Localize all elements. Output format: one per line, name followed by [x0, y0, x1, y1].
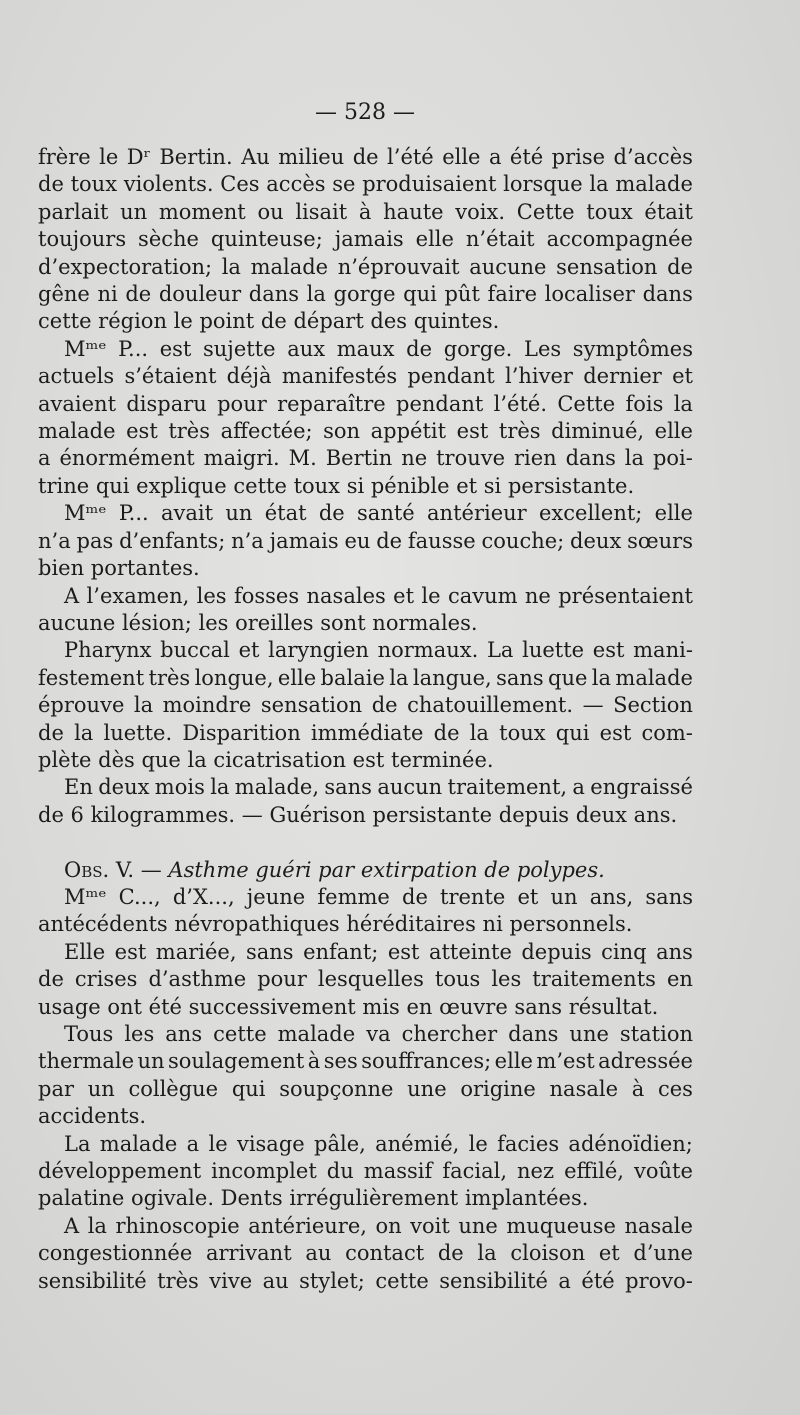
text-line: trine qui explique cette toux si pénible et si persistante.	[38, 473, 635, 498]
text-line: palatine ogivale. Dents irrégulièrement implantées.	[38, 1186, 589, 1211]
text-line: aucune lésion; les oreilles sont normales.	[38, 610, 478, 635]
body-text	[38, 144, 693, 1295]
text-line: d’expectoration; la malade n’éprouvait aucune sensation de	[38, 254, 693, 279]
case-text-section	[38, 144, 693, 829]
text-line: de la luette. Disparition immédiate de la toux qui est com-	[38, 720, 693, 745]
section-gap	[38, 829, 693, 856]
text-line: a énormément maigri. M. Bertin ne trouve rien dans la poi-	[38, 446, 693, 471]
paragraph	[38, 1021, 693, 1131]
text-line: n’a pas d’enfants; n’a jamais eu de fausse couche; deux sœurs	[38, 528, 693, 553]
paragraph	[38, 774, 693, 829]
paragraph	[38, 336, 693, 500]
text-line: de toux violents. Ces accès se produisaient lorsque la malade	[38, 172, 693, 197]
text-line: usage ont été successivement mis en œuvre sans résultat.	[38, 994, 659, 1019]
text-line: frère le Dʳ Bertin. Au milieu de l’été elle a été prise d’accès	[38, 145, 693, 169]
text-line: Mᵐᵉ P... avait un état de santé antérieur excellent; elle	[64, 501, 693, 526]
text-line: malade est très affectée; son appétit est très diminué, elle	[38, 419, 693, 444]
observation-label: Obs. V.	[64, 857, 135, 882]
paragraph	[38, 1213, 693, 1295]
text-line: Pharynx buccal et laryngien normaux. La luette est mani-	[64, 638, 693, 663]
text-line: La malade a le visage pâle, anémié, le facies adénoïdien;	[64, 1131, 693, 1156]
text-line: antécédents névropathiques héréditaires ni personnels.	[38, 912, 633, 937]
text-line: éprouve la moindre sensation de chatouillement. — Section	[38, 693, 693, 718]
paragraph	[38, 583, 693, 638]
text-line: cette région le point de départ des quintes.	[38, 309, 500, 334]
observation-text-section	[38, 884, 693, 1295]
text-line: de crises d’asthme pour lesquelles tous les traitements en	[38, 967, 693, 992]
text-line: gêne ni de douleur dans la gorge qui pût faire localiser dans	[38, 282, 693, 307]
text-line: thermale un soulagement à ses souffrances; elle m’est adressée	[38, 1049, 693, 1074]
text-line: actuels s’étaient déjà manifestés pendant l’hiver dernier et	[38, 364, 693, 389]
text-line: Mᵐᵉ C..., d’X..., jeune femme de trente et un ans, sans	[64, 884, 693, 909]
text-line: congestionnée arrivant au contact de la cloison et d’une	[38, 1241, 693, 1266]
text-line: sensibilité très vive au stylet; cette sensibilité a été provo-	[38, 1268, 693, 1293]
text-line: A l’examen, les fosses nasales et le cavum ne présentaient	[64, 583, 693, 608]
paragraph	[38, 884, 693, 939]
text-line: par un collègue qui soupçonne une origine nasale à ces	[38, 1076, 693, 1101]
observation-heading	[38, 857, 693, 884]
observation-dash: —	[140, 857, 162, 882]
text-line: plète dès que la cicatrisation est terminée.	[38, 747, 494, 772]
text-line: bien portantes.	[38, 556, 200, 581]
paragraph	[38, 637, 693, 774]
text-line: Tous les ans cette malade va chercher dans une station	[64, 1021, 693, 1046]
text-line: Mᵐᵉ P... est sujette aux maux de gorge. Les symptômes	[64, 336, 693, 361]
text-line: En deux mois la malade, sans aucun traitement, a engraissé	[64, 775, 693, 800]
paragraph	[38, 500, 693, 582]
text-line: développement incomplet du massif facial, nez effilé, voûte	[38, 1159, 693, 1184]
text-line: A la rhinoscopie antérieure, on voit une muqueuse nasale	[64, 1213, 693, 1238]
text-line: parlait un moment ou lisait à haute voix. Cette toux était	[38, 199, 693, 224]
text-line: accidents.	[38, 1104, 147, 1129]
paragraph	[38, 1131, 693, 1213]
text-line: de 6 kilogrammes. — Guérison persistante depuis deux ans.	[38, 802, 678, 827]
text-line: toujours sèche quinteuse; jamais elle n’était accompagnée	[38, 227, 693, 252]
paragraph	[38, 144, 693, 336]
text-line: Elle est mariée, sans enfant; est atteinte depuis cinq ans	[64, 939, 693, 964]
text-line: festement très longue, elle balaie la langue, sans que la malade	[38, 665, 693, 690]
observation-title: Asthme guéri par extirpation de polypes.	[168, 857, 605, 882]
text-line: avaient disparu pour reparaître pendant l’été. Cette fois la	[38, 391, 693, 416]
paragraph	[38, 939, 693, 1021]
page-number: — 528 —	[315, 100, 415, 125]
